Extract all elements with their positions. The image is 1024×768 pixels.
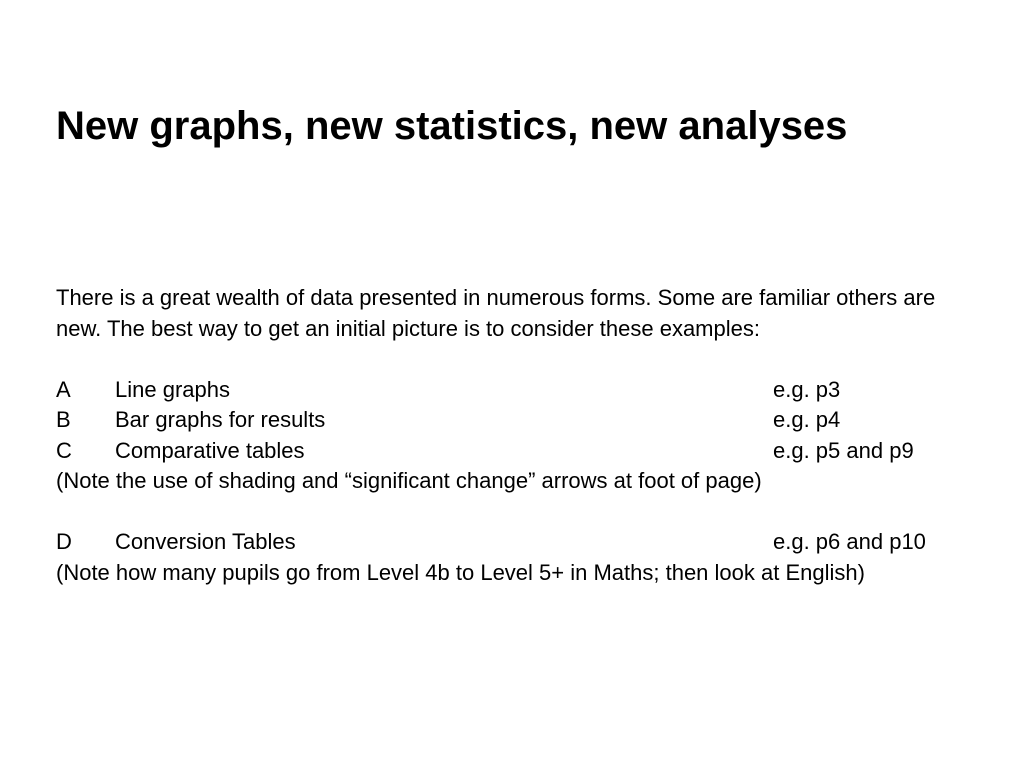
example-label: Conversion Tables bbox=[115, 529, 296, 554]
example-label: Line graphs bbox=[115, 376, 230, 402]
slide-title: New graphs, new statistics, new analyses bbox=[56, 104, 848, 148]
example-label: Bar graphs for results bbox=[115, 407, 326, 432]
example-letter: D bbox=[56, 529, 72, 554]
example-row-d bbox=[56, 527, 976, 558]
spacer bbox=[56, 344, 976, 375]
note-shading: (Note the use of shading and “significant change” arrows at foot of page) bbox=[56, 468, 762, 493]
example-letter: B bbox=[56, 407, 71, 432]
spacer bbox=[56, 497, 976, 528]
example-label: Comparative tables bbox=[115, 437, 305, 463]
slide-body bbox=[56, 283, 976, 588]
example-letter: A bbox=[56, 376, 71, 402]
example-row-c bbox=[56, 436, 976, 467]
example-page-ref: e.g. p6 and p10 bbox=[773, 529, 926, 554]
example-page-ref: e.g. p4 bbox=[773, 407, 841, 432]
example-row-b bbox=[56, 405, 976, 436]
example-row-a bbox=[56, 375, 976, 406]
intro-paragraph: There is a great wealth of data presented in numerous forms. Some are familiar others are new. The best way to get an initial picture is to consider these examples: bbox=[56, 285, 936, 341]
example-page-ref: e.g. p3 bbox=[773, 376, 841, 402]
note-levels: (Note how many pupils go from Level 4b to Level 5+ in Maths; then look at English) bbox=[56, 559, 865, 585]
example-page-ref: e.g. p5 and p9 bbox=[773, 437, 914, 463]
example-letter: C bbox=[56, 437, 72, 463]
